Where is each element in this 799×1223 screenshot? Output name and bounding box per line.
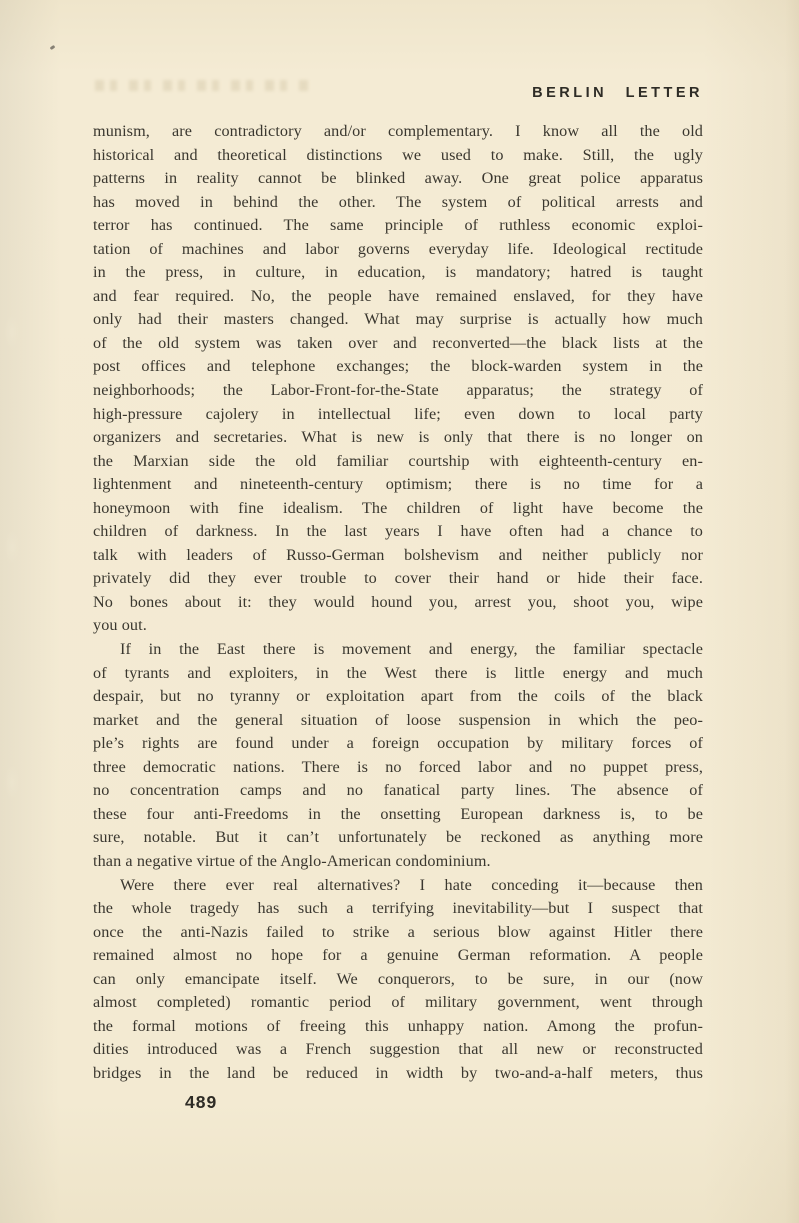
text-line: patterns in reality cannot be blinked away. One great police apparatus bbox=[93, 169, 703, 188]
text-line: talk with leaders of Russo-German bolshevism and neither publicly nor bbox=[93, 545, 703, 564]
text-line: and fear required. No, the people have remained enslaved, for they have bbox=[93, 286, 703, 305]
text-line: tation of machines and labor governs everyday life. Ideological rectitude bbox=[93, 239, 703, 258]
text-line: sure, notable. But it can’t unfortunately be reckoned as anything more bbox=[93, 828, 703, 847]
text-line: lightenment and nineteenth-century optimism; there is no time for a bbox=[93, 475, 703, 494]
text-line: high-pressure cajolery in intellectual life; even down to local party bbox=[93, 404, 703, 423]
text-line: organizers and secretaries. What is new is only that there is no longer on bbox=[93, 428, 703, 447]
text-line: almost completed) romantic period of military government, went through bbox=[93, 993, 703, 1012]
text-line: in the press, in culture, in education, is mandatory; hatred is taught bbox=[93, 263, 703, 282]
text-line: has moved in behind the other. The system of political arrests and bbox=[93, 192, 703, 211]
text-line: privately did they ever trouble to cover their hand or hide their face. bbox=[93, 569, 703, 588]
text-line: Were there ever real alternatives? I hate conceding it—because then bbox=[120, 875, 703, 894]
text-line: the whole tragedy has such a terrifying inevitability—but I suspect that bbox=[93, 899, 703, 918]
text-line: three democratic nations. There is no forced labor and no puppet press, bbox=[93, 757, 703, 776]
text-line: of the old system was taken over and reconverted—the black lists at the bbox=[93, 333, 703, 352]
text-line: terror has continued. The same principle of ruthless economic exploi- bbox=[93, 216, 703, 235]
text-line: remained almost no hope for a genuine German reformation. A people bbox=[93, 946, 703, 965]
text-line: ple’s rights are found under a foreign occupation by military forces of bbox=[93, 734, 703, 753]
text-line: the Marxian side the old familiar courtship with eighteenth-century en- bbox=[93, 451, 703, 470]
text-line: once the anti-Nazis failed to strike a serious blow against Hitler there bbox=[93, 922, 703, 941]
text-line: market and the general situation of loose suspension in which the peo- bbox=[93, 710, 703, 729]
text-line: munism, are contradictory and/or complementary. I know all the old bbox=[93, 122, 703, 140]
text-line: the formal motions of freeing this unhappy nation. Among the profun- bbox=[93, 1016, 703, 1035]
page-number: 489 bbox=[185, 1092, 218, 1112]
text-line: neighborhoods; the Labor-Front-for-the-State apparatus; the strategy of bbox=[93, 381, 703, 400]
text-line: than a negative virtue of the Anglo-American condominium. bbox=[93, 851, 491, 870]
book-binding-edge bbox=[0, 0, 34, 1223]
text-line: of tyrants and exploiters, in the West there is little energy and much bbox=[93, 663, 703, 682]
text-line: post offices and telephone exchanges; the block-warden system in the bbox=[93, 357, 703, 376]
text-line: No bones about it: they would hound you, arrest you, shoot you, wipe bbox=[93, 592, 703, 611]
text-line: can only emancipate itself. We conquerors, to be sure, in our (now bbox=[93, 969, 703, 988]
scan-speck bbox=[50, 45, 56, 50]
text-line: only had their masters changed. What may surprise is actually how much bbox=[93, 310, 703, 329]
text-line: historical and theoretical distinctions we used to make. Still, the ugly bbox=[93, 145, 703, 164]
text-line: bridges in the land be reduced in width by two-and-a-half meters, thus bbox=[93, 1063, 703, 1082]
text-line: dities introduced was a French suggestion that all new or reconstructed bbox=[93, 1040, 703, 1059]
text-block bbox=[93, 120, 703, 1085]
page-edge-notch bbox=[4, 765, 20, 799]
page-edge-notch bbox=[4, 530, 20, 564]
text-line: children of darkness. In the last years I have often had a chance to bbox=[93, 522, 703, 541]
text-line: If in the East there is movement and energy, the familiar spectacle bbox=[120, 640, 703, 659]
running-header: BERLIN LETTER bbox=[532, 85, 703, 101]
text-line: these four anti-Freedoms in the onsetting European darkness is, to be bbox=[93, 804, 703, 823]
text-line: honeymoon with fine idealism. The children of light have become the bbox=[93, 498, 703, 517]
page-edge-notch bbox=[4, 315, 20, 349]
page-right-shade bbox=[785, 0, 799, 1223]
text-line: despair, but no tyranny or exploitation apart from the coils of the black bbox=[93, 687, 703, 706]
text-line: you out. bbox=[93, 616, 147, 635]
text-line: no concentration camps and no fanatical party lines. The absence of bbox=[93, 781, 703, 800]
